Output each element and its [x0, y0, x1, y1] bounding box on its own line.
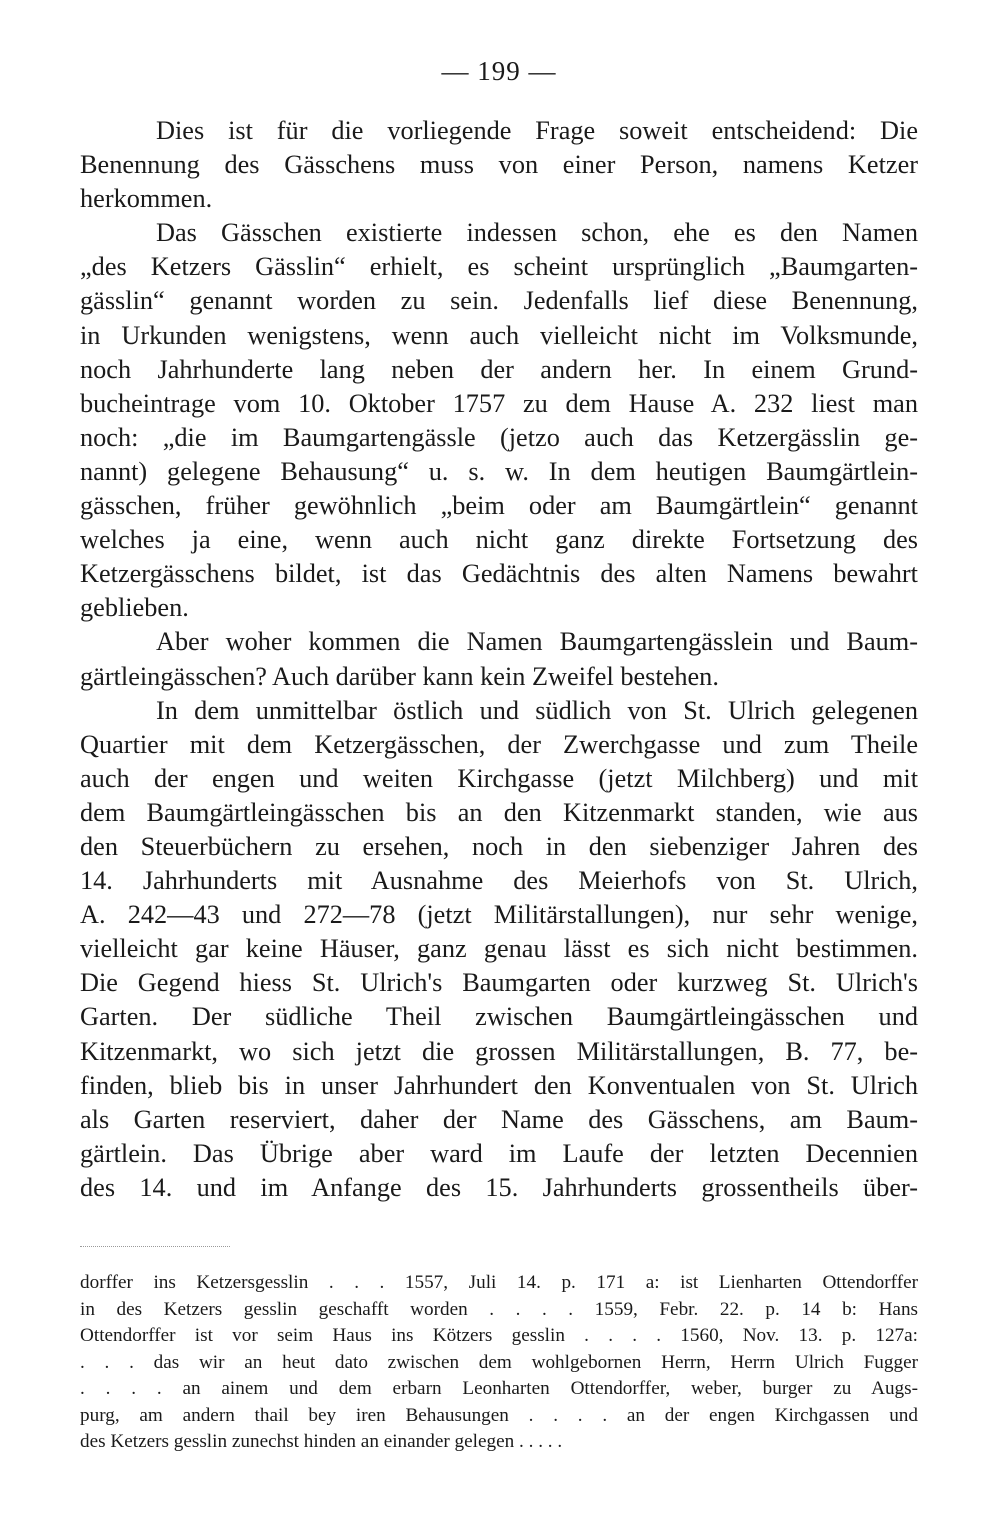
body-line: finden, blieb bis in unser Jahrhundert den Konventualen von St. Ulrich	[80, 1070, 918, 1100]
body-line: herkommen.	[80, 184, 213, 214]
body-line: auch der engen und weiten Kirchgasse (jetzt Milchberg) und mit	[80, 763, 918, 793]
body-line: A. 242—43 und 272—78 (jetzt Militärstallungen), nur sehr wenige,	[80, 900, 918, 930]
body-line: „des Ketzers Gässlin“ erhielt, es scheint ursprünglich „Baumgarten-	[80, 252, 918, 282]
footnote-line: . . . das wir an heut dato zwischen dem wohlgebornen Herrn, Herrn Ulrich Fugger	[80, 1351, 918, 1373]
body-line: Dies ist für die vorliegende Frage soweit entscheidend: Die	[156, 116, 918, 145]
body-line: welches ja eine, wenn auch nicht ganz direkte Fortsetzung des	[80, 525, 918, 555]
footnotes	[80, 1270, 918, 1456]
body-line: Aber woher kommen die Namen Baumgartengässlein und Baum-	[156, 627, 918, 657]
body-line: Quartier mit dem Ketzergässchen, der Zwerchgasse und zum Theile	[80, 729, 918, 759]
body-line: des 14. und im Anfange des 15. Jahrhunderts grossentheils über-	[80, 1172, 918, 1202]
body-line: nannt) gelegene Behausung“ u. s. w. In dem heutigen Baumgärtlein-	[80, 456, 918, 486]
body-line: gärtleingässchen? Auch darüber kann kein Zweifel bestehen.	[80, 661, 719, 691]
footnote-line: dorffer ins Ketzersgesslin . . . 1557, Juli 14. p. 171 a: ist Lienharten Ottendorffer	[80, 1272, 918, 1293]
body-line: noch: „die im Baumgartengässle (jetzo auch das Ketzergässlin ge-	[80, 422, 918, 452]
footnote-line: des Ketzers gesslin zunechst hinden an einander gelegen . . . . .	[80, 1431, 563, 1452]
footnote-line: Ottendorffer ist vor seim Haus ins Kötzers gesslin . . . . 1560, Nov. 13. p. 127a:	[80, 1325, 918, 1346]
body-line: Das Gässchen existierte indessen schon, ehe es den Namen	[156, 218, 918, 248]
body-text	[80, 114, 918, 1205]
page-number: — 199 —	[441, 56, 557, 86]
body-line: als Garten reserviert, daher der Name des Gässchens, am Baum-	[80, 1104, 918, 1134]
body-line: Benennung des Gässchens muss von einer Person, namens Ketzer	[80, 150, 918, 180]
footnote-separator	[80, 1246, 230, 1247]
body-line: den Steuerbüchern zu ersehen, noch in den siebenziger Jahren des	[80, 831, 918, 861]
body-line: noch Jahrhunderte lang neben der andern her. In einem Grund-	[80, 354, 918, 384]
body-line: geblieben.	[80, 593, 189, 623]
body-line: Kitzenmarkt, wo sich jetzt die grossen Militärstallungen, B. 77, be-	[80, 1036, 918, 1066]
body-line: Ketzergässchens bildet, ist das Gedächtnis des alten Namens bewahrt	[80, 559, 918, 589]
body-line: in Urkunden wenigstens, wenn auch vielleicht nicht im Volksmunde,	[80, 320, 918, 350]
body-line: Die Gegend hiess St. Ulrich's Baumgarten oder kurzweg St. Ulrich's	[80, 968, 918, 998]
body-line: gärtlein. Das Übrige aber ward im Laufe der letzten Decennien	[80, 1138, 918, 1168]
body-line: vielleicht gar keine Häuser, ganz genau lässt es sich nicht bestimmen.	[80, 934, 918, 964]
body-line: 14. Jahrhunderts mit Ausnahme des Meierhofs von St. Ulrich,	[80, 866, 918, 896]
body-line: In dem unmittelbar östlich und südlich von St. Ulrich gelegenen	[156, 695, 918, 725]
body-line: dem Baumgärtleingässchen bis an den Kitzenmarkt standen, wie aus	[80, 797, 918, 827]
footnote-line: in des Ketzers gesslin geschafft worden . . . . 1559, Febr. 22. p. 14 b: Hans	[80, 1298, 918, 1320]
footnote-line: . . . . an ainem und dem erbarn Leonharten Ottendorffer, weber, burger zu Augs-	[80, 1378, 918, 1399]
body-line: bucheintrage vom 10. Oktober 1757 zu dem Hause A. 232 liest man	[80, 388, 918, 418]
body-line: gässlin“ genannt worden zu sein. Jedenfalls lief diese Benennung,	[80, 286, 918, 316]
footnote-line: purg, am andern thail bey iren Behausungen . . . . an der engen Kirchgassen und	[80, 1404, 918, 1426]
body-line: Garten. Der südliche Theil zwischen Baumgärtleingässchen und	[80, 1002, 918, 1032]
body-line: gässchen, früher gewöhnlich „beim oder am Baumgärtlein“ genannt	[80, 491, 918, 521]
